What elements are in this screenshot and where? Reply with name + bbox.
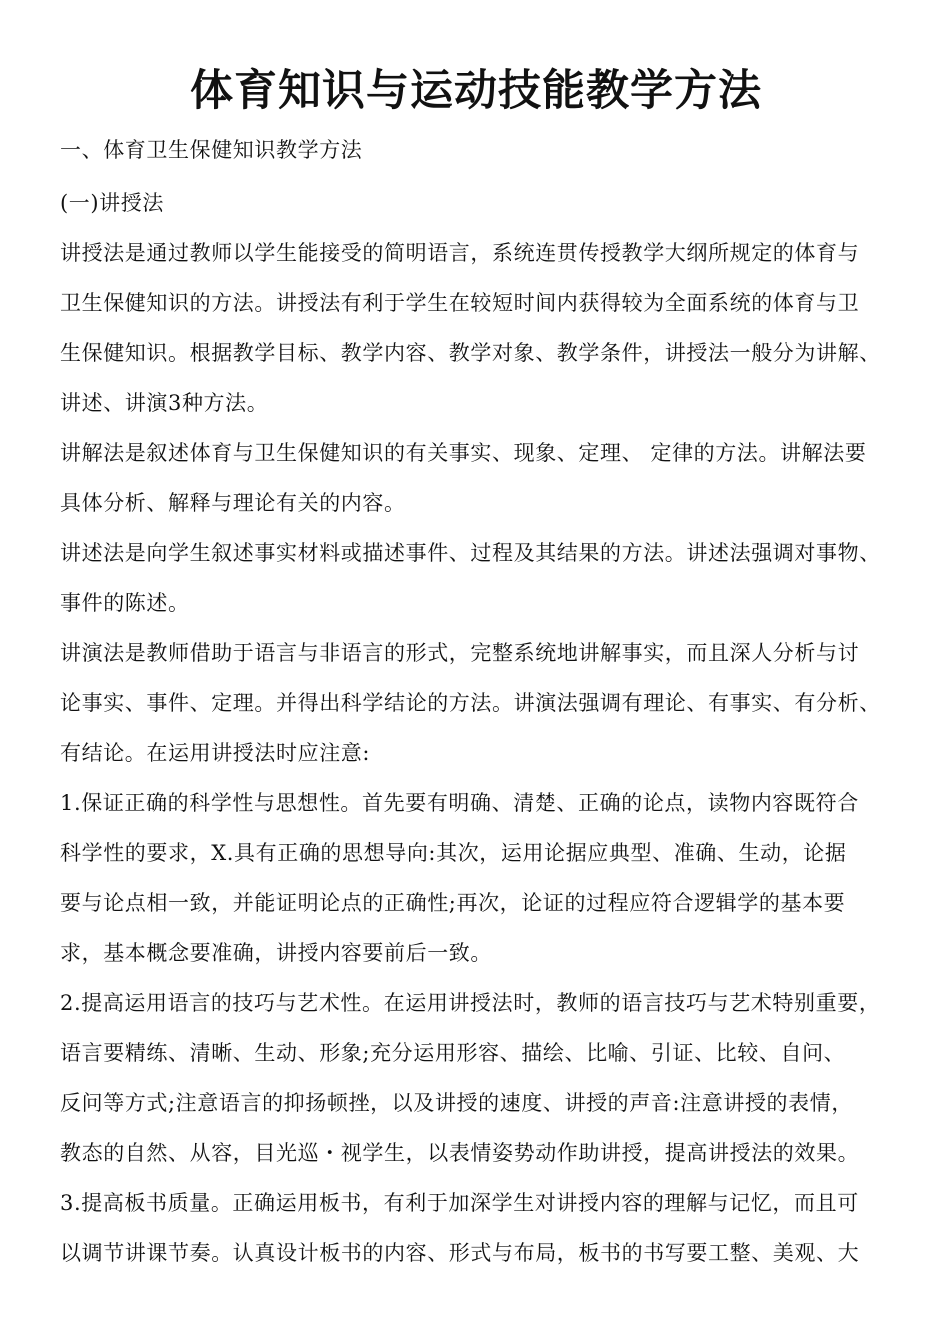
text-line: 教态的自然、从容，目光巡・视学生，以表情姿势动作助讲授，提高讲授法的效果。 [60,1141,860,1165]
text-line: 语言要精练、清晰、生动、形象;充分运用形容、描绘、比喻、引证、比较、自问、 [60,1041,846,1065]
text-line: 讲解法是叙述体育与卫生保健知识的有关事实、现象、定理、 定律的方法。讲解法要 [60,441,867,465]
text-line: 要与论点相一致，并能证明论点的正确性;再次，论证的过程应符合逻辑学的基本要 [60,891,846,915]
text-line: 具体分析、解释与理论有关的内容。 [60,491,406,515]
text-line: 事件的陈述。 [60,591,190,615]
text-line: 求，基本概念要准确，讲授内容要前后一致。 [60,941,492,965]
text-line: 科学性的要求，X.具有正确的思想导向:其次，运用论据应典型、准确、生动，论据 [60,841,847,865]
text-line: 论事实、事件、定理。并得出科学结论的方法。讲演法强调有理论、有事实、有分析、 [60,691,881,715]
text-line: 3.提高板书质量。正确运用板书，有利于加深学生对讲授内容的理解与记忆，而且可 [60,1191,859,1215]
document-title: 体育知识与运动技能教学方法 [190,66,762,116]
text-line: 讲述、讲演3种方法。 [60,391,269,415]
text-line: 讲述法是向学生叙述事实材料或描述事件、过程及其结果的方法。讲述法强调对事物、 [60,541,881,565]
text-line: 以调节讲课节奏。认真设计板书的内容、形式与布局，板书的书写要工整、美观、大 [60,1241,860,1265]
text-line: 卫生保健知识的方法。讲授法有利于学生在较短时间内获得较为全面系统的体育与卫 [60,291,860,315]
section-heading: 一、体育卫生保健知识教学方法 [60,138,363,162]
text-line: 反问等方式;注意语言的抑扬顿挫，以及讲授的速度、讲授的声音:注意讲授的表情， [60,1091,853,1115]
text-line: 有结论。在运用讲授法时应注意: [60,741,371,765]
subsection-heading: (一)讲授法 [60,191,164,215]
text-line: 2.提高运用语言的技巧与艺术性。在运用讲授法时，教师的语言技巧与艺术特别重要， [60,991,881,1015]
text-line: 生保健知识。根据教学目标、教学内容、教学对象、教学条件，讲授法一般分为讲解、 [60,341,881,365]
body-text [60,228,892,1278]
text-line: 讲授法是通过教师以学生能接受的简明语言，系统连贯传授教学大纲所规定的体育与 [60,241,860,265]
text-line: 1.保证正确的科学性与思想性。首先要有明确、清楚、正确的论点，读物内容既符合 [60,791,859,815]
text-line: 讲演法是教师借助于语言与非语言的形式，完整系统地讲解事实，而且深人分析与讨 [60,641,860,665]
